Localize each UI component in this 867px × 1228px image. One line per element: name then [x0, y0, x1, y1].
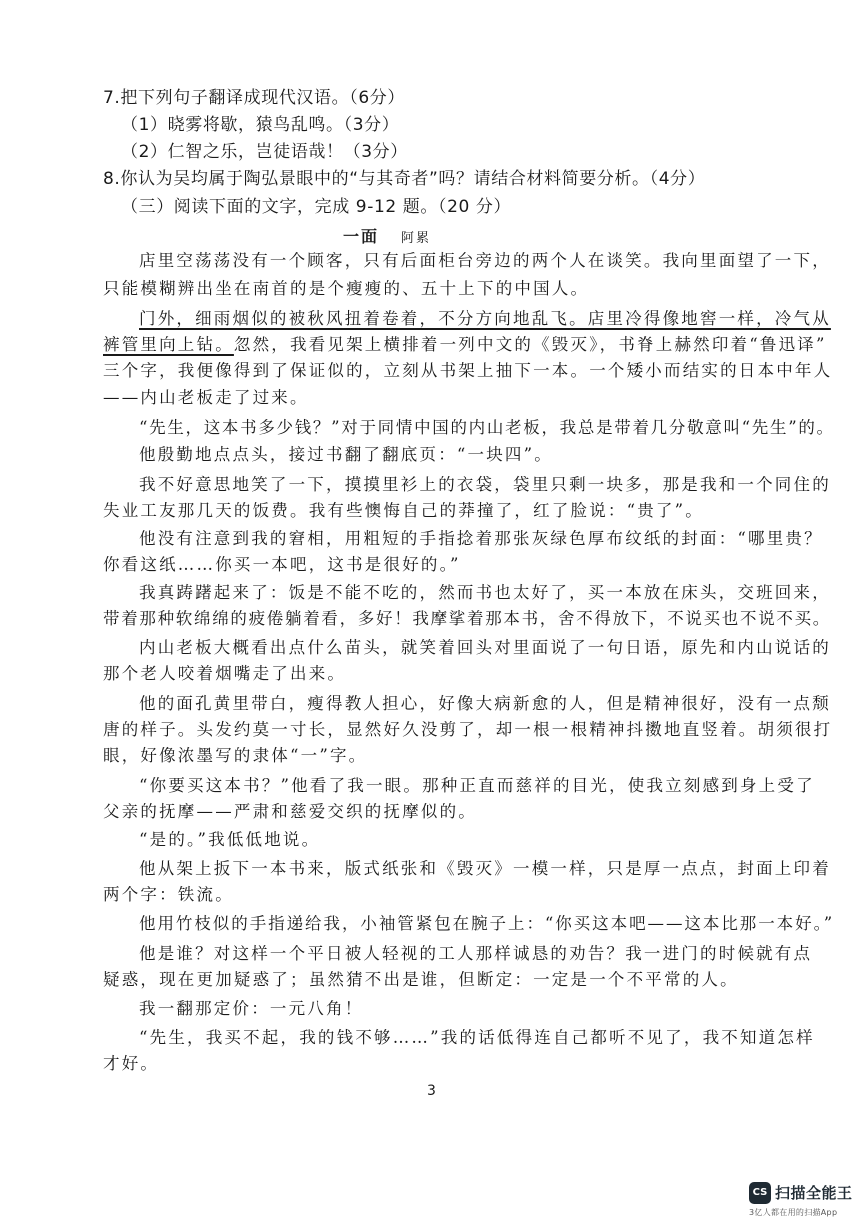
watermark-tagline: 3亿人都在用的扫描App	[749, 1208, 838, 1217]
article-line: ——内山老板走了过来。	[103, 388, 309, 407]
question-8: 8.你认为吴均属于陶弘景眼中的“与其奇者”吗？请结合材料简要分析。（4分）	[103, 169, 706, 189]
article-line-underlined: 门外，细雨烟似的被秋风扭着卷着，不分方向地乱飞。店里冷得像地窖一样，冷气从	[139, 309, 831, 328]
article-line: 唐的样子。头发约莫一寸长，显然好久没剪了，却一根一根精神抖擞地直竖着。胡须很打	[103, 720, 833, 739]
article-line: 那个老人咬着烟嘴走了出来。	[103, 664, 347, 683]
article-line: 我不好意思地笑了一下，摸摸里衫上的衣袋，袋里只剩一块多，那是我和一个同住的	[139, 475, 831, 494]
article-line-underlined: 裤管里向上钻。	[103, 335, 234, 354]
camscanner-logo-icon: CS	[749, 1182, 771, 1204]
article-line: 他用竹枝似的手指递给我，小袖管紧包在腕子上：“你买这本吧——这本比那一本好。”	[139, 914, 835, 933]
page-number: 3	[427, 1083, 436, 1099]
article-author: 阿累	[401, 231, 432, 246]
article-line: “你要买这本书？”他看了我一眼。那种正直而慈祥的目光，使我立刻感到身上受了	[139, 776, 815, 795]
article-line: 才好。	[103, 1054, 160, 1073]
article-line: 失业工友那几天的饭费。我有些懊悔自己的莽撞了，红了脸说：“贵了”。	[103, 501, 704, 520]
article-line: 他殷勤地点点头，接过书翻了翻底页：“一块四”。	[139, 445, 553, 464]
article-line: 父亲的抚摩——严肃和慈爱交织的抚摩似的。	[103, 802, 477, 821]
article-line: 他从架上扳下一本书来，版式纸张和《毁灭》一模一样，只是厚一点点，封面上印着	[139, 859, 831, 878]
question-7-part-1: （1）晓雾将歇，猿鸟乱鸣。（3分）	[121, 115, 400, 135]
article-line: 带着那种软绵绵的疲倦躺着看，多好！我摩挲着那本书，舍不得放下，不说买也不说不买。	[103, 609, 831, 628]
article-line: 三个字，我便像得到了保证似的，立刻从书架上抽下一本。一个矮小而结实的日本中年人	[103, 361, 833, 380]
question-7: 7.把下列句子翻译成现代汉语。（6分）	[103, 88, 405, 108]
question-7-part-2: （2）仁智之乐，岂徒语哉！（3分）	[121, 142, 408, 162]
article-line: 他的面孔黄里带白，瘦得教人担心，好像大病新愈的人，但是精神很好，没有一点颓	[139, 694, 831, 713]
article-line: 两个字：铁流。	[103, 885, 234, 904]
scanner-watermark	[749, 1180, 861, 1222]
article-line: 你看这纸……你买一本吧，这书是很好的。”	[103, 555, 461, 574]
article-line: 我真踌躇起来了：饭是不能不吃的，然而书也太好了，买一本放在床头，交班回来，	[139, 583, 831, 602]
watermark-app-name: 扫描全能王	[775, 1184, 853, 1202]
article-title-row	[343, 226, 431, 250]
article-line: 疑惑，现在更加疑惑了；虽然猜不出是谁，但断定：一定是一个不平常的人。	[103, 970, 739, 989]
section-3-heading: （三）阅读下面的文字，完成 9-12 题。（20 分）	[121, 197, 512, 217]
article-line: “先生，这本书多少钱？”对于同情中国的内山老板，我总是带着几分敬意叫“先生”的。	[139, 418, 835, 437]
article-line: 店里空荡荡没有一个顾客，只有后面柜台旁边的两个人在谈笑。我向里面望了一下，	[139, 251, 831, 270]
article-line: “先生，我买不起，我的钱不够……”我的话低得连自己都听不见了，我不知道怎样	[139, 1028, 815, 1047]
article-line: 他没有注意到我的窘相，用粗短的手指捻着那张灰绿色厚布纹纸的封面：“哪里贵？	[139, 529, 823, 548]
article-line: 内山老板大概看出点什么苗头，就笑着回头对里面说了一句日语，原先和内山说话的	[139, 638, 831, 657]
article-line: “是的。”我低低地说。	[139, 830, 321, 849]
article-line: 他是谁？对这样一个平日被人轻视的工人那样诚恳的劝告？我一进门的时候就有点	[139, 944, 813, 963]
article-title: 一面	[343, 227, 380, 246]
article-line: 眼，好像浓墨写的隶体“一”字。	[103, 746, 368, 765]
article-line: 忽然，我看见架上横排着一列中文的《毁灭》，书脊上赫然印着“鲁迅译”	[233, 335, 827, 354]
article-line-mixed	[103, 334, 827, 356]
article-line: 只能模糊辨出坐在南首的是个瘦瘦的、五十上下的中国人。	[103, 279, 590, 298]
article-line: 我一翻那定价：一元八角！	[139, 999, 364, 1018]
